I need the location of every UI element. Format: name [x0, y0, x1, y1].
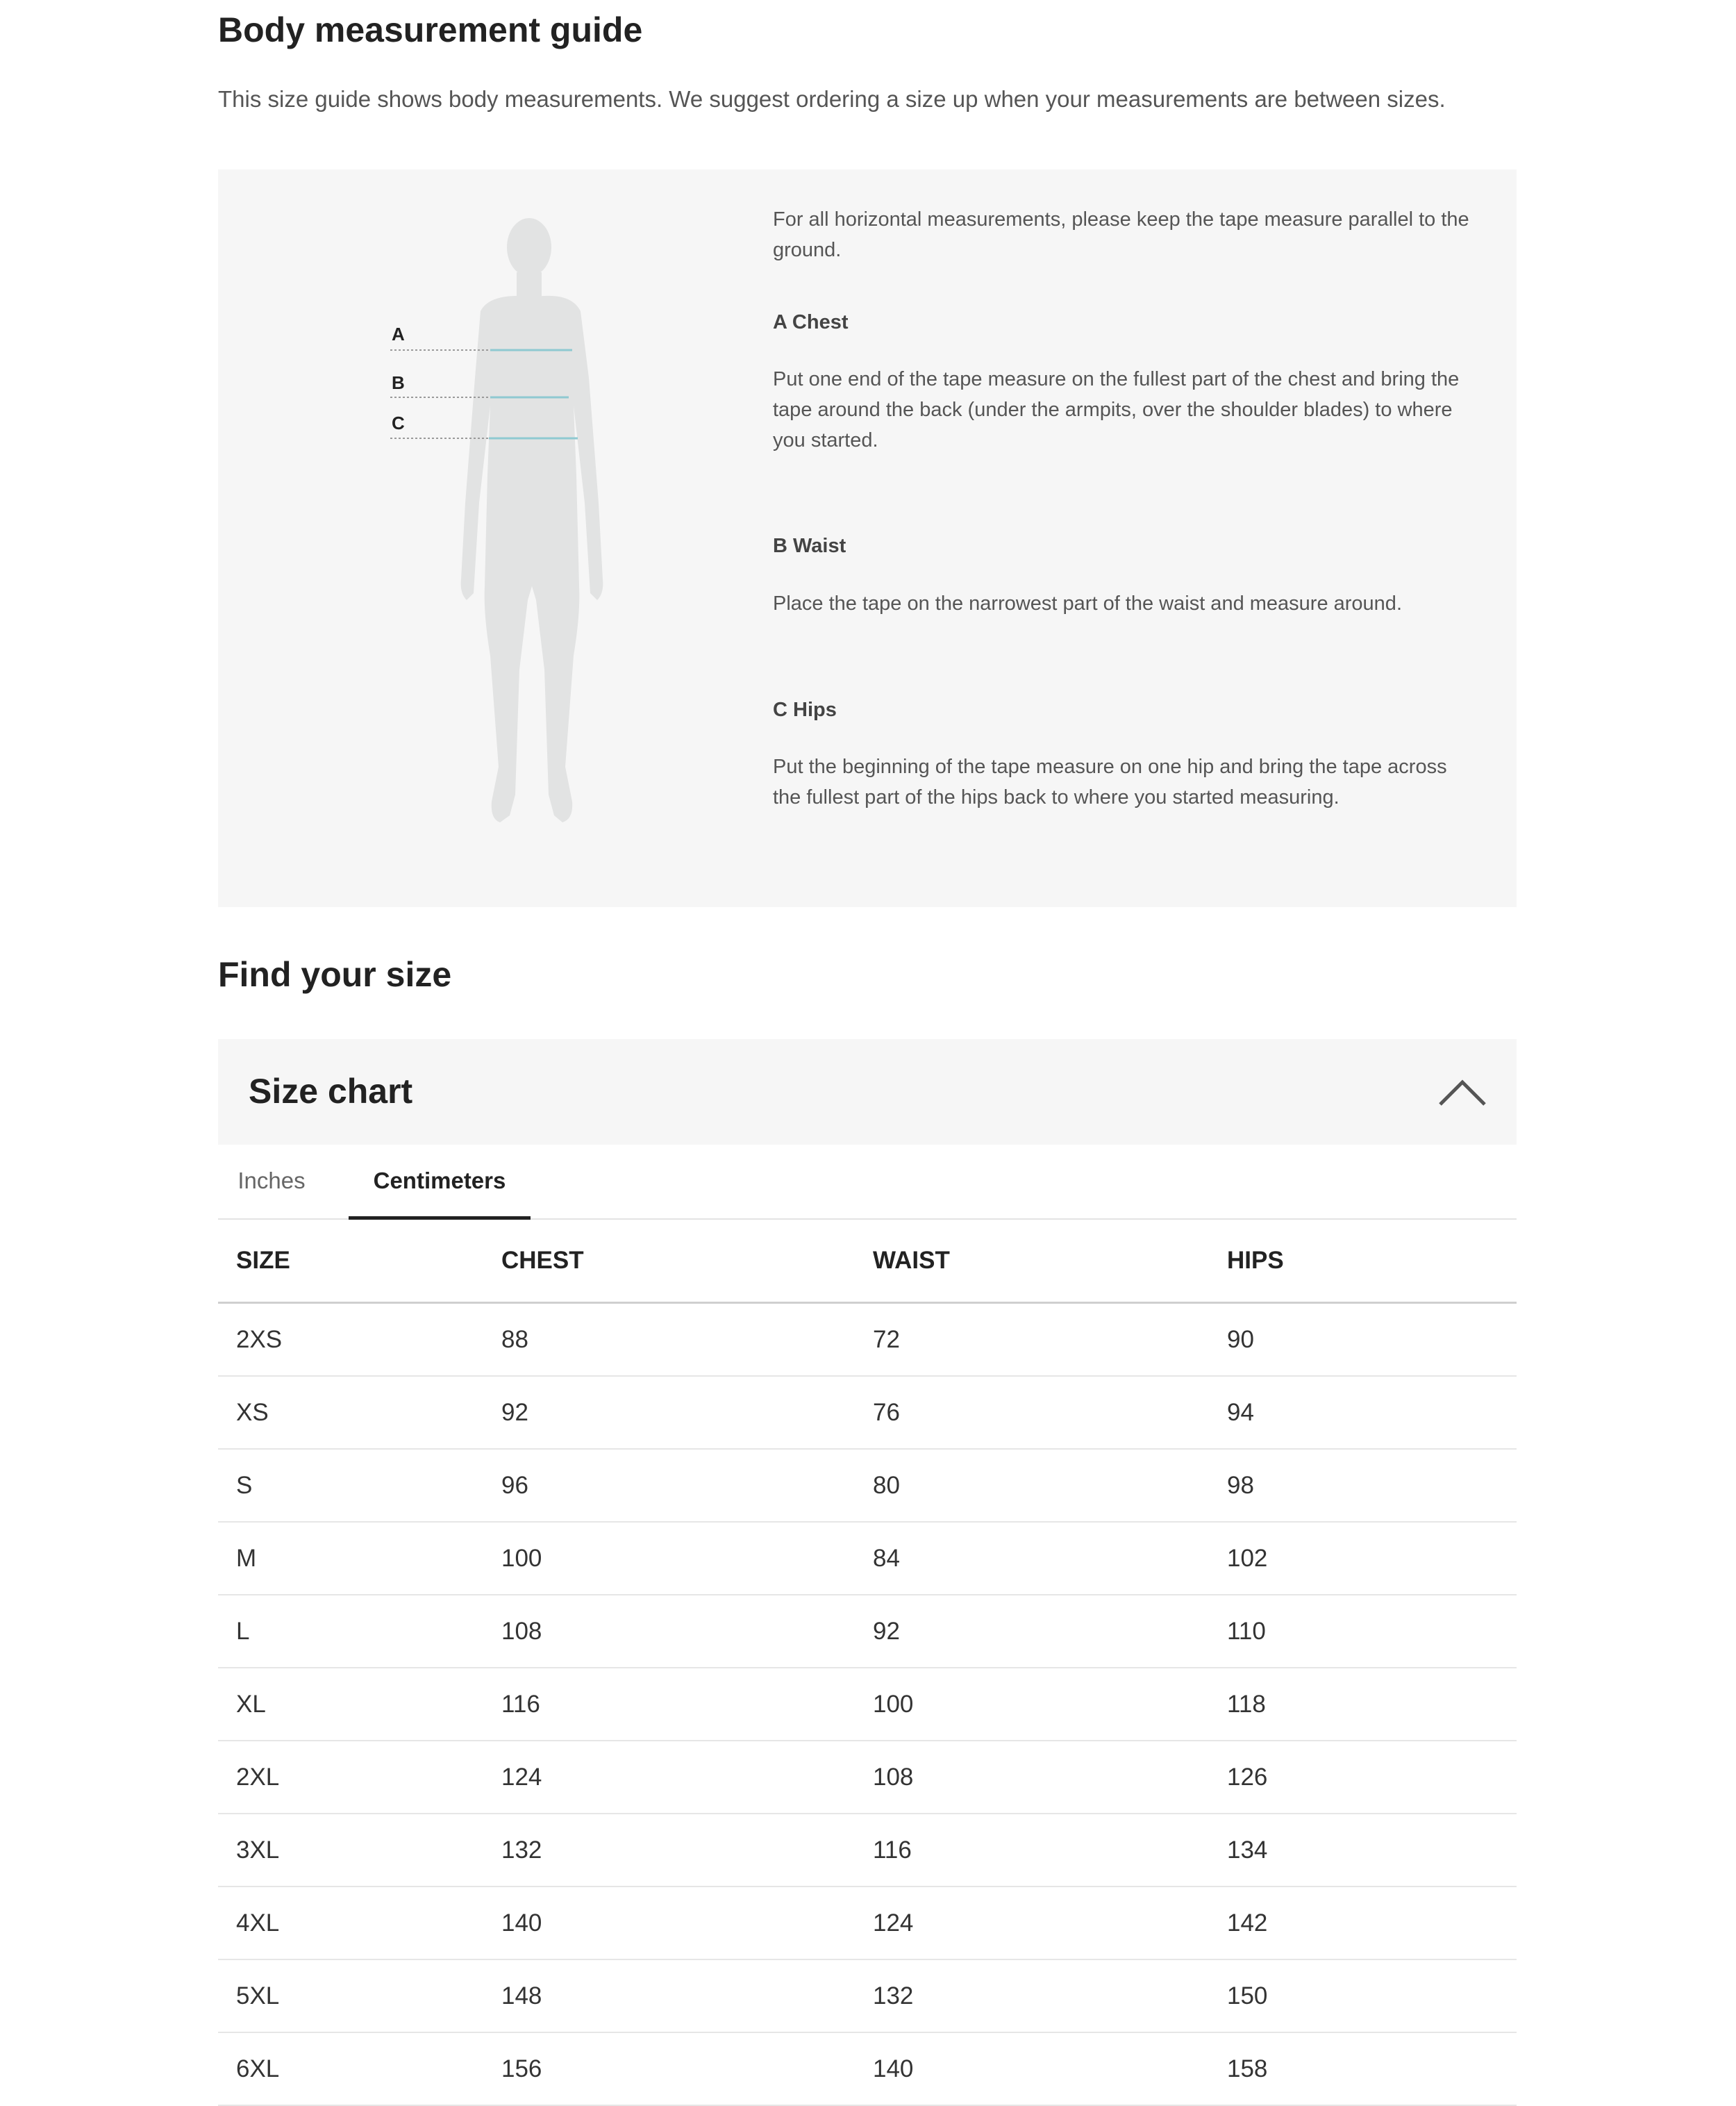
table-row [218, 1449, 1517, 1522]
table-row [218, 1522, 1517, 1595]
chest-instructions: Put one end of the tape measure on the fullest part of the chest and bring the tape around the back (under the armpits, over the shoulder blades) to where you started. [773, 368, 1460, 451]
waist-cell: 72 [873, 1303, 1227, 1377]
waist-cell: 124 [873, 1887, 1227, 1959]
size-chart-table [218, 1220, 1517, 2106]
waist-instructions: Place the tape on the narrowest part of the waist and measure around. [773, 592, 1402, 615]
size-cell: 2XL [218, 1741, 501, 1814]
size-cell: XS [218, 1376, 501, 1449]
chest-cell: 132 [501, 1814, 873, 1887]
general-note: For all horizontal measurements, please keep the tape measure parallel to the ground. [773, 208, 1469, 261]
hips-instructions: Put the beginning of the tape measure on one hip and bring the tape across the fullest part of the hips back to where you started measuring. [773, 756, 1447, 809]
column-header-size: SIZE [218, 1220, 501, 1303]
unit-tabs [218, 1145, 1517, 1220]
table-row [218, 1814, 1517, 1887]
size-cell: S [218, 1449, 501, 1522]
table-row [218, 1303, 1517, 1377]
size-cell: L [218, 1595, 501, 1668]
table-row [218, 1595, 1517, 1668]
waist-cell: 100 [873, 1668, 1227, 1741]
waist-cell: 92 [873, 1595, 1227, 1668]
hips-cell: 134 [1227, 1814, 1517, 1887]
tab-centimeters[interactable]: Centimeters [349, 1145, 531, 1220]
body-figure-illustration [218, 169, 704, 907]
find-size-title: Find your size [218, 955, 452, 994]
column-header-waist: WAIST [873, 1220, 1227, 1303]
body-guide-intro: This size guide shows body measurements. We suggest ordering a size up when your measurements are between sizes. [218, 86, 1446, 112]
chest-cell: 108 [501, 1595, 873, 1668]
hips-cell: 110 [1227, 1595, 1517, 1668]
figure-label-a: A [392, 324, 405, 345]
table-row [218, 1959, 1517, 2032]
table-row [218, 1887, 1517, 1959]
hips-cell: 94 [1227, 1376, 1517, 1449]
chest-cell: 140 [501, 1887, 873, 1959]
hips-cell: 142 [1227, 1887, 1517, 1959]
chest-cell: 124 [501, 1741, 873, 1814]
hips-cell: 150 [1227, 1959, 1517, 2032]
chest-cell: 148 [501, 1959, 873, 2032]
chevron-up-icon[interactable] [1437, 1074, 1487, 1107]
body-guide-title: Body measurement guide [218, 10, 643, 49]
size-chart-body [218, 1303, 1517, 2106]
column-header-hips: HIPS [1227, 1220, 1517, 1303]
chest-cell: 96 [501, 1449, 873, 1522]
table-row [218, 1741, 1517, 1814]
figure-label-c: C [392, 413, 405, 433]
hips-cell: 158 [1227, 2032, 1517, 2105]
figure-label-b: B [392, 372, 405, 393]
hips-cell: 90 [1227, 1303, 1517, 1377]
size-cell: XL [218, 1668, 501, 1741]
chest-heading: A Chest [773, 311, 849, 333]
body-silhouette [461, 218, 603, 822]
size-cell: 3XL [218, 1814, 501, 1887]
size-chart-title: Size chart [249, 1072, 413, 1111]
tab-inches[interactable]: Inches [237, 1168, 306, 1193]
waist-cell: 132 [873, 1959, 1227, 2032]
chest-cell: 156 [501, 2032, 873, 2105]
size-cell: M [218, 1522, 501, 1595]
waist-cell: 80 [873, 1449, 1227, 1522]
waist-cell: 140 [873, 2032, 1227, 2105]
size-cell: 2XS [218, 1303, 501, 1377]
size-cell: 4XL [218, 1887, 501, 1959]
hips-cell: 118 [1227, 1668, 1517, 1741]
waist-cell: 108 [873, 1741, 1227, 1814]
table-row [218, 1668, 1517, 1741]
waist-cell: 116 [873, 1814, 1227, 1887]
size-cell: 6XL [218, 2032, 501, 2105]
hips-cell: 126 [1227, 1741, 1517, 1814]
measurement-guide-panel [218, 169, 1517, 907]
column-header-chest: CHEST [501, 1220, 873, 1303]
waist-cell: 76 [873, 1376, 1227, 1449]
table-row [218, 1376, 1517, 1449]
hips-cell: 102 [1227, 1522, 1517, 1595]
size-cell: 5XL [218, 1959, 501, 2032]
waist-cell: 84 [873, 1522, 1227, 1595]
chest-cell: 88 [501, 1303, 873, 1377]
size-chart-accordion-header[interactable] [218, 1039, 1517, 1145]
hips-heading: C Hips [773, 699, 837, 721]
chest-cell: 100 [501, 1522, 873, 1595]
hips-cell: 98 [1227, 1449, 1517, 1522]
chest-cell: 92 [501, 1376, 873, 1449]
waist-heading: B Waist [773, 535, 846, 557]
table-header-row [218, 1220, 1517, 1303]
table-row [218, 2032, 1517, 2105]
chest-cell: 116 [501, 1668, 873, 1741]
